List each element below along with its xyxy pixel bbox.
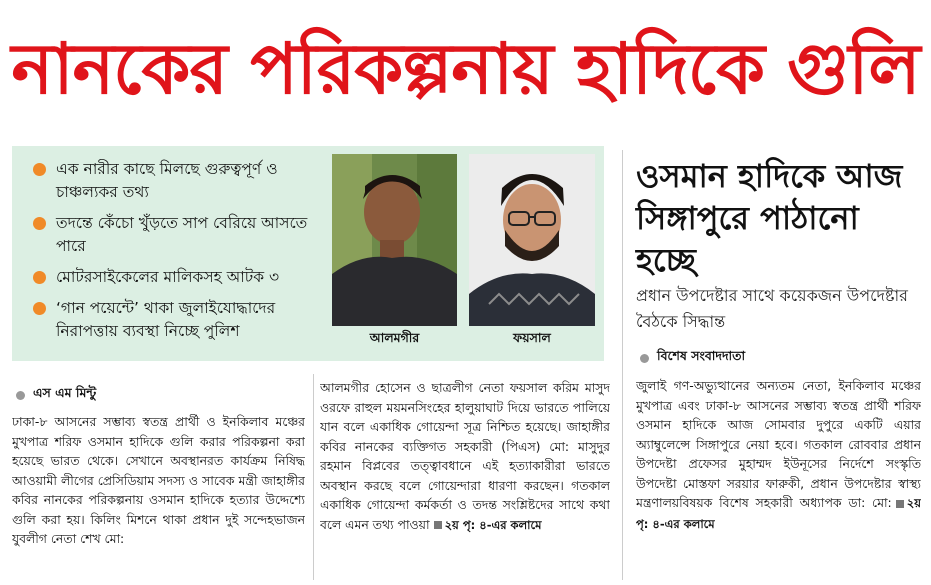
continued-label: ২য় পৃ: ৪-এর কলামে	[636, 496, 921, 531]
square-icon	[896, 500, 904, 508]
photo-faysal	[469, 154, 595, 326]
main-story-column-2: আলমগীর হোসেন ও ছাত্রলীগ নেতা ফয়সাল করিম মাসুদ ওরফে রাহুল ময়মনসিংহের হালুয়াঘাট দিয়ে ভারতে পালিয়ে যান বলে একাধিক গোয়েন্দা সূত্র নিশ্চিত হয়েছে। জাহাঙ্গীর কবির নানকের ব্যক্তিগত সহকারী (পিএস) মো: মাসুদুর রহমান বিপ্লবের তত্ত্বাবধানে এই হত্যাকারীরা ভারতে অবস্থান করছে বলে গোয়েন্দারা ধারণা করছেন। গতকাল একাধিক গোয়েন্দা কর্মকর্তা ও তদন্ত সংশ্লিষ্টদের সাথে কথা বলে এমন তথ্য পাওয়া ২য় পৃ: ৪-এর কলামে	[320, 380, 610, 532]
bullet-dot-icon	[33, 302, 46, 315]
photo-alamgir	[332, 154, 457, 326]
side-story-title: ওসমান হাদিকে আজ সিঙ্গাপুরে পাঠানো হচ্ছে	[636, 157, 903, 279]
byline-dot-icon	[640, 354, 649, 363]
bullet-dot-icon	[33, 271, 46, 284]
square-icon	[434, 521, 442, 529]
bullet-dot-icon	[33, 217, 46, 230]
highlight-item: তদন্তে কেঁচো খুঁড়তে সাপ বেরিয়ে আসতে পারে	[30, 212, 330, 258]
column-divider	[622, 150, 623, 580]
highlights-list	[30, 158, 330, 351]
continued-label: ২য় পৃ: ৪-এর কলামে	[430, 518, 542, 532]
byline-dot-icon	[16, 391, 25, 400]
highlight-item: এক নারীর কাছে মিলছে গুরুত্বপূর্ণ ও চাঞ্চল্যকর তথ্য	[30, 158, 330, 204]
headline: নানকের পরিকল্পনায় হাদিকে গুলি	[11, 28, 920, 110]
highlight-item: ‘গান পয়েন্টে’ থাকা জুলাইযোদ্ধাদের নিরাপত্তায় ব্যবস্থা নিচ্ছে পুলিশ	[30, 297, 330, 343]
highlight-item: মোটরসাইকেলের মালিকসহ আটক ৩	[30, 266, 330, 289]
main-story-byline: এস এম মিন্টু	[16, 385, 96, 405]
side-story-subtitle: প্রধান উপদেষ্টার সাথে কয়েকজন উপদেষ্টার বৈঠকে সিদ্ধান্ত	[636, 286, 908, 331]
photo-caption: আলমগীর	[369, 330, 420, 345]
highlights-box	[12, 146, 604, 361]
side-story-byline: বিশেষ সংবাদদাতা	[640, 348, 745, 368]
main-story-column-1: ঢাকা-৮ আসনের সম্ভাব্য স্বতন্ত্র প্রার্থী ও ইনকিলাব মঞ্চের মুখপাত্র শরিফ ওসমান হাদিকে গুলি করার পরিকল্পনা করা হয়েছে ভারত থেকে। সেখানে অবস্থানরত কার্যক্রম নিষিদ্ধ আওয়ামী লীগের প্রেসিডিয়াম সদস্য ও সাবেক মন্ত্রী জাহাঙ্গীর কবির নানকের পরিকল্পনায় ওসমান হাদিকে হত্যার উদ্দেশ্যে গুলি করা হয়। কিলিং মিশনে থাকা প্রধান দুই সন্দেহভাজন যুবলীগ নেতা শেখ মো:	[12, 414, 305, 546]
column-divider	[313, 374, 314, 580]
photo-caption: ফয়সাল	[513, 330, 551, 345]
side-story-body: জুলাই গণ-অভ্যুত্থানের অন্যতম নেতা, ইনকিলাব মঞ্চের মুখপাত্র এবং ঢাকা-৮ আসনের সম্ভাব্য স্বতন্ত্র প্রার্থী শরিফ ওসমান হাদিকে আজ সোমবার দুপুরে একটি এয়ার অ্যাম্বুলেন্সে সিঙ্গাপুরে নেয়া হবে। গতকাল রোববার প্রধান উপদেষ্টা প্রফেসর মুহাম্মদ ইউনূসের নির্দেশে সংস্কৃতি উপদেষ্টা মোস্তফা সরয়ার ফারুকী, প্রধান উপদেষ্টার স্বাস্থ্য মন্ত্রণালয়বিষয়ক বিশেষ সহকারী অধ্যাপক ডা: মো: ২য় পৃ: ৪-এর কলামে	[636, 378, 921, 531]
bullet-dot-icon	[33, 163, 46, 176]
